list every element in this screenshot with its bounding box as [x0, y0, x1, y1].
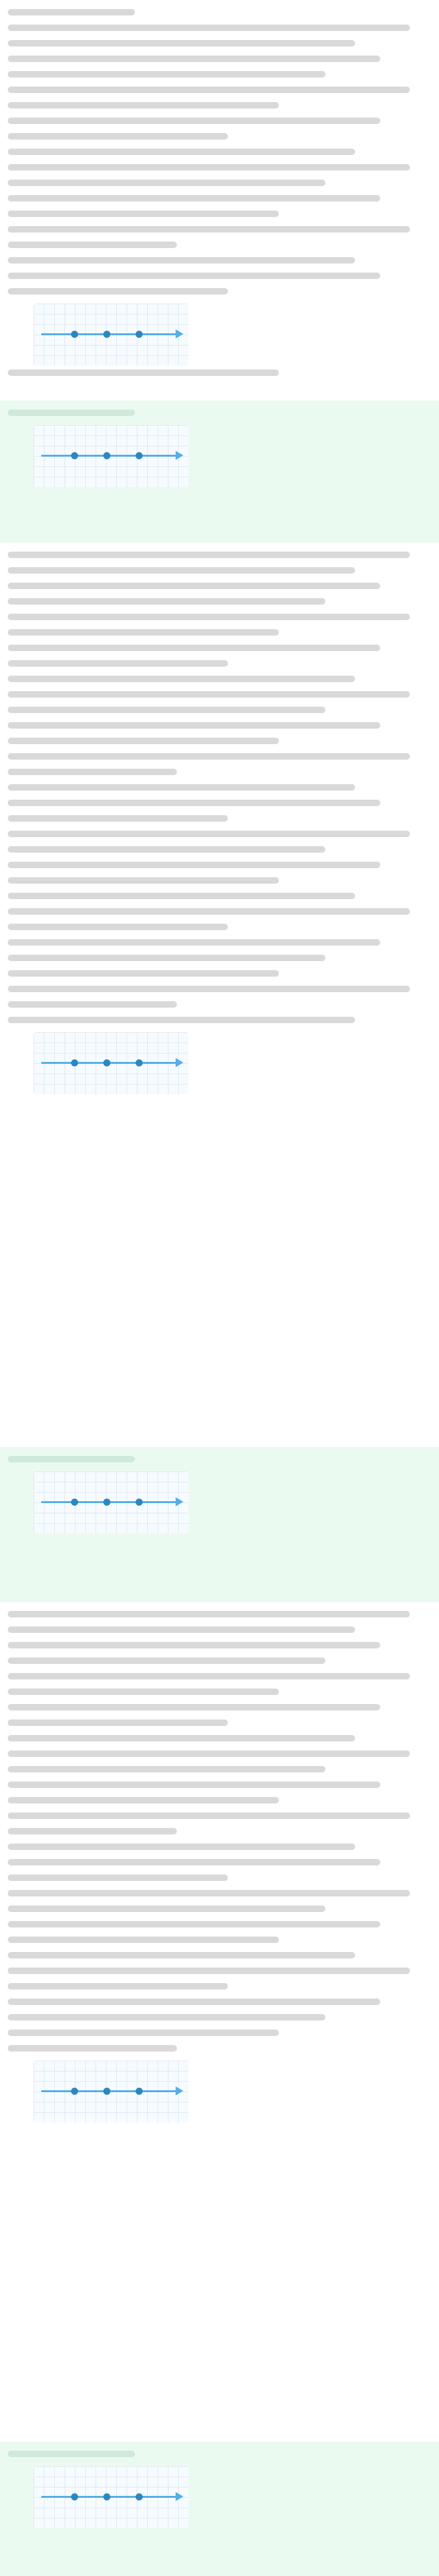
placeholder-line — [8, 1999, 380, 2005]
placeholder-line — [8, 846, 325, 853]
placeholder-line — [8, 1750, 410, 1757]
text-section — [0, 1602, 439, 2442]
placeholder-line — [8, 769, 177, 775]
placeholder-line — [8, 40, 355, 47]
highlight-section — [0, 400, 439, 543]
placeholder-line — [8, 676, 355, 682]
placeholder-line — [8, 986, 410, 992]
placeholder-line — [8, 1735, 355, 1741]
placeholder-line — [8, 1688, 279, 1695]
placeholder-line — [8, 9, 135, 16]
placeholder-line — [8, 831, 410, 837]
point-marker — [103, 331, 110, 338]
number-line-figure — [34, 304, 189, 366]
placeholder-line — [8, 1657, 325, 1664]
placeholder-line — [8, 707, 325, 713]
number-line-figure — [34, 1032, 189, 1094]
placeholder-line — [8, 133, 228, 140]
placeholder-line — [8, 614, 410, 620]
point-marker — [136, 331, 143, 338]
placeholder-line — [8, 1813, 410, 1819]
placeholder-line — [8, 1844, 355, 1850]
number-line-figure — [34, 1471, 189, 1533]
point-marker — [71, 2088, 78, 2095]
placeholder-line — [8, 1875, 228, 1881]
placeholder-line — [8, 722, 380, 729]
placeholder-line — [8, 369, 279, 376]
arrow-right-icon — [176, 329, 183, 338]
number-line-figure — [34, 425, 189, 487]
placeholder-line — [8, 164, 410, 171]
placeholder-line — [8, 1983, 228, 1989]
placeholder-line — [8, 1952, 355, 1958]
placeholder-line — [8, 288, 228, 295]
placeholder-line — [8, 784, 355, 791]
point-marker — [103, 2493, 110, 2500]
placeholder-line — [8, 87, 410, 93]
placeholder-line — [8, 149, 355, 155]
text-section — [0, 0, 439, 400]
placeholder-line — [8, 660, 228, 667]
placeholder-line — [8, 1781, 380, 1788]
placeholder-line — [8, 738, 279, 744]
placeholder-line — [8, 691, 410, 698]
placeholder-line — [8, 924, 228, 930]
placeholder-line — [8, 908, 410, 915]
point-marker — [136, 452, 143, 459]
number-line-figure — [34, 2061, 189, 2123]
placeholder-line — [8, 2014, 325, 2020]
arrow-right-icon — [176, 2086, 183, 2095]
placeholder-line — [8, 1704, 380, 1710]
placeholder-line — [8, 273, 380, 279]
point-marker — [136, 1499, 143, 1506]
placeholder-line — [8, 862, 380, 868]
placeholder-line — [8, 410, 135, 416]
placeholder-line — [8, 939, 380, 946]
placeholder-line — [8, 2045, 177, 2051]
arrow-right-icon — [176, 2492, 183, 2501]
placeholder-line — [8, 1017, 355, 1023]
point-marker — [136, 1059, 143, 1066]
placeholder-line — [8, 1968, 410, 1974]
placeholder-line — [8, 645, 380, 651]
point-marker — [71, 452, 78, 459]
point-marker — [71, 2493, 78, 2500]
arrow-right-icon — [176, 1058, 183, 1067]
placeholder-line — [8, 552, 410, 558]
point-marker — [71, 1499, 78, 1506]
placeholder-line — [8, 1797, 279, 1803]
point-marker — [71, 1059, 78, 1066]
placeholder-line — [8, 2451, 135, 2457]
placeholder-line — [8, 2030, 279, 2036]
placeholder-line — [8, 815, 228, 822]
placeholder-line — [8, 1890, 410, 1896]
placeholder-line — [8, 970, 279, 977]
placeholder-line — [8, 753, 410, 760]
highlight-section — [0, 2442, 439, 2576]
point-marker — [103, 1059, 110, 1066]
placeholder-line — [8, 1859, 380, 1865]
placeholder-line — [8, 257, 355, 264]
placeholder-line — [8, 1937, 279, 1943]
placeholder-line — [8, 629, 279, 636]
placeholder-line — [8, 1828, 177, 1834]
placeholder-line — [8, 1456, 135, 1462]
placeholder-line — [8, 1001, 177, 1008]
placeholder-line — [8, 1611, 410, 1617]
placeholder-line — [8, 893, 355, 899]
placeholder-line — [8, 1673, 410, 1679]
placeholder-line — [8, 598, 325, 605]
placeholder-line — [8, 800, 380, 806]
placeholder-line — [8, 118, 380, 124]
placeholder-line — [8, 56, 380, 62]
placeholder-line — [8, 211, 279, 217]
point-marker — [136, 2493, 143, 2500]
placeholder-line — [8, 1719, 228, 1726]
placeholder-line — [8, 877, 279, 884]
placeholder-line — [8, 1642, 380, 1648]
arrow-right-icon — [176, 1497, 183, 1506]
highlight-section — [0, 1447, 439, 1602]
placeholder-line — [8, 180, 325, 186]
text-section — [0, 543, 439, 1447]
placeholder-line — [8, 226, 410, 233]
placeholder-line — [8, 195, 380, 202]
arrow-right-icon — [176, 451, 183, 460]
placeholder-line — [8, 567, 355, 574]
placeholder-line — [8, 242, 177, 248]
point-marker — [103, 2088, 110, 2095]
placeholder-line — [8, 71, 325, 78]
placeholder-line — [8, 1906, 325, 1912]
placeholder-line — [8, 1921, 380, 1927]
point-marker — [136, 2088, 143, 2095]
placeholder-line — [8, 1766, 325, 1772]
point-marker — [103, 1499, 110, 1506]
point-marker — [71, 331, 78, 338]
number-line-figure — [34, 2466, 189, 2528]
point-marker — [103, 452, 110, 459]
placeholder-line — [8, 102, 279, 109]
placeholder-line — [8, 955, 325, 961]
placeholder-line — [8, 25, 410, 31]
placeholder-line — [8, 1626, 355, 1633]
placeholder-line — [8, 583, 380, 589]
